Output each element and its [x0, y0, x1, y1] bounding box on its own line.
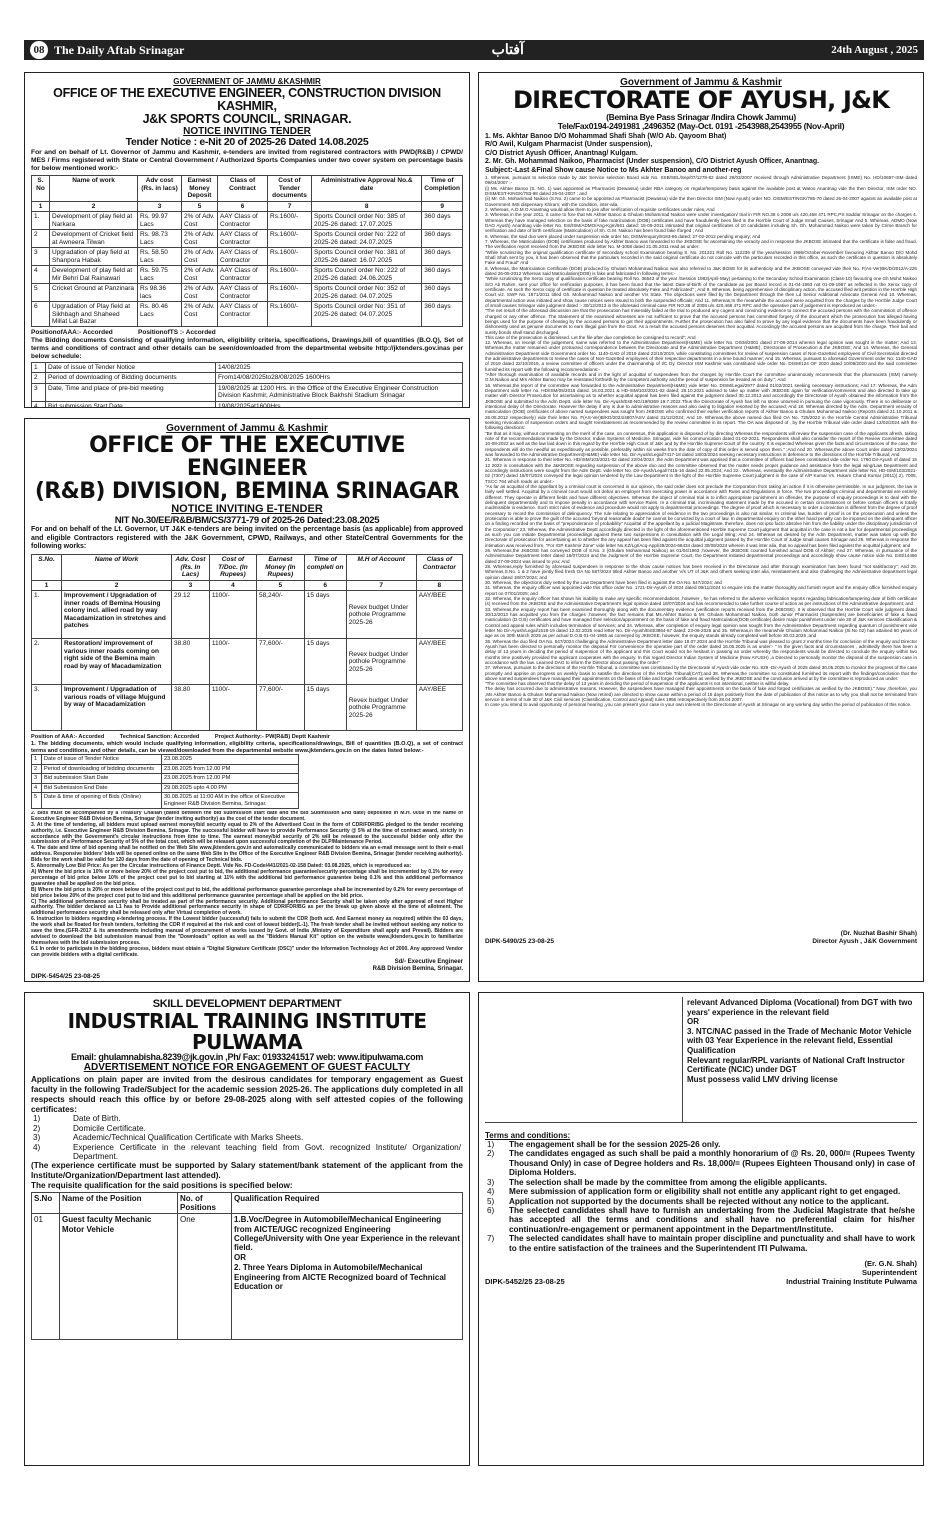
list-num: 4) [487, 1187, 495, 1197]
table-cell: 360 days [422, 248, 463, 266]
ad5-qual-cell [683, 997, 917, 1123]
table-cell: Rs. 99.97 Lacs [138, 212, 182, 230]
table-cell: Period of downloading of bidding documents [42, 764, 162, 773]
schedule-row [32, 755, 299, 764]
table-cell: 77,600/- [256, 639, 304, 685]
col-header: Adv cost (Rs. in lacs) [138, 176, 182, 201]
table-cell: Rs.1600/- [268, 248, 312, 266]
ad5-terms-title: Terms and conditions: [485, 1131, 571, 1140]
table-row [32, 212, 463, 230]
table-cell: 1100/- [209, 639, 256, 685]
schedule-row [32, 793, 299, 809]
table-cell: Date of issue of Tender Notice [42, 755, 162, 764]
table-cell: 29.12 [172, 591, 210, 639]
list-item [485, 1234, 917, 1253]
table-cell: Cricket Ground at Panzinara [50, 284, 138, 302]
paper-logo: آفتاب [491, 42, 524, 58]
table-cell: 1 [32, 362, 46, 372]
table-cell: AAY Class of Contractor [218, 284, 268, 302]
ad2-footer [31, 973, 463, 980]
table-cell: 3. [32, 685, 62, 731]
ad2-sign1: Sd/- Executive Engineer [394, 958, 463, 965]
col-number: 5 [256, 580, 304, 590]
ad4-note: (The experience certificate must be supported by Salary statement/bank statement of the applicant from the Institute/Organization/Department last attended). [31, 1161, 463, 1181]
list-item [31, 1114, 463, 1123]
table-cell: 4 [32, 401, 46, 408]
table-cell: 3 [32, 248, 50, 266]
table-header-row [32, 555, 463, 580]
list-text: Academic/Technical Qualification Certificate with Marks Sheets. [73, 1133, 304, 1143]
table-cell: AAY/BEE [416, 591, 462, 639]
col-header: Adv. Cost (Rs. In Lacs) [172, 555, 210, 580]
table-cell: Date & time of opening of Bids (Online) [42, 793, 162, 809]
list-text: The selected candidates shall have to maintain proper discipline and punctuality and shall have to work to the entire satisfaction of the trainees and the Superintendent ITI Pulwama. [509, 1234, 915, 1253]
ad3-to: 1. Ms. Akhtar Banoo D/O Mohammad Shafi Shah (W/O Ab. Qayoom Bhat) R/O Awil, Kulgam Pharmacist (Under suspension), C/O District Ayush Officer, Anantnag/ Kulgam. 2. Mr. Gh. Mohammad Naikoo, Pharmacist (Under suspension), C/O District Ayush Officer, Anantnag. [485, 133, 820, 166]
table-cell: 15 days [304, 685, 346, 731]
table-cell: 4 [32, 783, 42, 792]
table-row [32, 230, 463, 248]
table-cell: 29.08.2025 upto 4.00 PM [162, 783, 299, 792]
table-cell: Rs.1600/- [268, 230, 312, 248]
schedule-row [32, 362, 463, 372]
table-cell: Revex budget Under pothole Programme 2025-26 [346, 639, 416, 685]
table-cell: Sports Council order No: 222 of 2025-26 dated: 24.06.2025 [312, 266, 422, 284]
table-row [32, 284, 463, 302]
table-cell: AAY/BEE [416, 639, 462, 685]
list-item [485, 1178, 917, 1187]
col-number: 7 [346, 580, 416, 590]
ad3-sub2: Tele/Fax0194-2491981 ,2496352 (May-Oct. 0191 -2543988,2543955 (Nov-April) [557, 121, 845, 132]
table-cell: Sports Council order No: 352 of 2025-26 dated: 04.07.2025 [312, 284, 422, 302]
ad-iti-pulwama-continued [478, 992, 924, 1466]
ad1-position: PositionofAAA:- Accorded PositionofTS :- Accorded [31, 329, 216, 337]
ad3-gov: Government of Jammu & Kashmir [620, 77, 782, 88]
table-cell: 14/08/2025 [216, 362, 463, 372]
list-num: 1) [487, 1140, 495, 1149]
table-cell: Rs.1600/- [268, 266, 312, 284]
ad4-req: The requisite qualification for the said positions is specified below: [31, 1181, 293, 1191]
schedule-row [32, 373, 463, 383]
table-cell: 38.80 [172, 639, 210, 685]
ad4-intro: Applications on plain paper are invited from the desirous candidates for temporary engagement as Guest faculty in the following Trade/Subject for the academic session 2025-26. The applications duly completed in all respects should reach this office by or before 29-08-2025 along with self attested copies of the following certificates: [31, 1074, 463, 1114]
table-cell: 1. [32, 212, 50, 230]
col-number: 1 [32, 580, 62, 590]
ad5-qual-block [485, 997, 917, 1123]
table-cell: 1100/- [209, 591, 256, 639]
ad2-ref: DIPK-5454/25 23-08-25 [31, 973, 101, 981]
list-num: 2) [487, 1149, 495, 1159]
schedule-row [32, 401, 463, 408]
table-cell: 23.08.2025 [162, 755, 299, 764]
table-cell: Rs. 80.46 Lacs [138, 302, 182, 327]
ad3-subject: Subject:-Last &Final Show cause Notice to Ms Akhter Banoo and another-reg [485, 166, 742, 174]
col-number: 3 [172, 580, 210, 590]
table-cell: 360 days [422, 266, 463, 284]
list-num: 6) [487, 1205, 495, 1215]
table-cell: 23.08.2025 from 12.00 PM [162, 774, 299, 783]
ad2-bidding: 1. The bidding documents, which would include qualifying information, eligibility criteria, specifications/drawings, Bill of quantities (B.O.Q), a set of contract terms and conditions, and other details, can be viewed/downloaded from the departmental website www.jktenders.gov.in on the dates listed below:- [31, 741, 463, 754]
qual-line: 1.B.Voc/Degree in Automobile/Mechanical Engineering from AICTE/UGC recognized Engineering College/University with One year Experience in the relevant field. [234, 1215, 460, 1252]
table-cell: 15 days [304, 591, 346, 639]
ad2-notice: NOTICE INVITING E-TENDER [171, 503, 323, 516]
table-cell: 4 [32, 266, 50, 284]
list-text: The engagement shall be for the session 2025-26 only. [509, 1140, 721, 1149]
table-cell: Rs.1600/- [268, 302, 312, 327]
ad1-notice: NOTICE INVITING TENDER [183, 126, 311, 138]
col-number: 6 [304, 580, 346, 590]
col-header: S.No. [32, 555, 62, 580]
table-cell: AAY Class of Contractor [218, 266, 268, 284]
paper-name: The Daily Aftab Srinagar [54, 42, 185, 57]
ad1-tender: Tender Notice : e-Nit 20 of 2025-26 Dated 14.08.2025 [125, 136, 369, 149]
table-cell: From14/08/2025to28/08/2025 1600Hrs [216, 373, 463, 383]
col-header: No. of Positions [178, 1193, 232, 1214]
table-cell: 2% of Adv. Cost [182, 248, 218, 266]
ad3-body: 1. Whereas, pursuant to selection made by J&K Service selection Board vide No. SSB/SEL/Sep/07/1278-82 dated 29/03/2007 received through Administrative Department (ISME) No. HD/10697-ISM dated 09/04/2007 :- (i) Ms. Akhter Banoo (S. NO. 1) was appointed as Pharmacist (Dewassa) under RBA category on regular/temporary basis against the available post at Watoo Anantnag vide the then Director, ISM order NO. DISM/EST-KINGK/783-98 dated 26-04-2007 ; and (ii) Mr. Gh. Mohammad Naikoo (S.No. 2) came to be appointed as Pharmacist (Dewassa) vide the then Director ISM (Now Ayush) order NO. DISM/EST/NGK/785-70 dated 26-04-2007 against an available post at Government IMS dispensary Khiram; with the condition, inter-alia, 2. Whereas, A.D.M.O Anantnag would allow them to join after verification of requisite certificates under rules, And 3. Whereas in the year 2011, it came to fore that Ms Akhter Banoo & Ghulam Mohammad Naikoo were under investigation/ trial in FIR NO.38 o 2008 u/s 420,468 471 RPC,PS Saddar Srinagar on the charges 4. Whereas they have managed selection on the basis of fake matriculation (DOB) certificates and have fraudulently been filed in the Hon'ble Court of Judge Small Causes, Srinagar And 5. Whereas, ADMO (Now DAO Ayush) Anantnag vide letter No. Est/ISM/ADMO/Ang-Kgm/561 dated: 15-09-2011 intimated that original certificates of 10 candidates including Sh. Gh. Mohammad Naikoo were taken by Crime Branch for verification and date of birth certificate (Matriculation) of Sh. G.M. Naikoo has been found fake /forged ; And 6. Whereas, the said duo were placed under suspension vide order No; DISM/enquiry/8183-86 dated; 27-02-2012 pending enquiry; And 7. Whereas, the Matriculation (DOB) certificates produced by Akhter Banoo was forwarded to the JKBOSE for ascertaining the veracity and in response the JKBOSE intimated that the certificate is false and fraud. The verification report received from the JKBOSE vide letter No. M-1058 dated 21.05.2011 read as under: "While scrutinizing the original qualification certificate of secondary school Examination bearing S. No. 201321 Roll No. 112236 of the year/session 1986/October-November favouring Akhtar Banoo D/O Mohd Shafi Shah sent by you, it has been observed that the particulars recorded in the said original certificate do not coincide with the particulars recorded in this office, as such the certificate in question is absolutely Fake and Fraud" And 8. Whereas, the Matriculation Certificate (DOB) produced by Ghulam Mohammad Naikoo was also referred to J&K BOSE for its authenticity and the JKBOSE conveyed vide their No. F(As-Ver)BK/D/2012/A-226 dated 26-05-2012 Whereas said Matriculation(DOB) is fake and fabricated in following terms:- "While scrutinizing the Xerox copy of qualification certificate bearing Roll No. 36543 of the year /Session 1983(April-May) pertaining to the Secondary School Examination (Class-10) favouring one Gh Mohd Naikoo S/O Ab Rahim, sent your office for verification purposes, it has been found that the latest Date-of-Birth of the candidate as per Board record is 01-04-1963 not 01-09-1967 as reflected in the Xerox copy of certificate. As such the Xerox copy of certificate in question be treated absolutely Fake and Fabricated" ; And 9. Whereas, being apprehensive of disciplinary action, the accused filed writ petition in the Hon'ble High Court viz. SWP No. 1971/2011 titled Gh. Mohammad Naikoo and another V/s State. The objections were filed by the Department through the then Ld Senior Additional Advocate General And 10. Whereas, departmental action was initiated and show cause notices were issued to both the suspended officials; And 11. Whereas,In the meanwhile the accused were acquitted from the charges by the Hon'ble Judge Court of small causes Srinagar vide judgment dated :- 30/12/2013 in the aforesaid criminal case FIR NO.38 of 2008 u/s 420,468 471 RPC and the operative part of judgement is reproduced as under:- "The net result of the aforesaid discussion are that the prosecution has miserably failed at the trial to produced any cogent and convincing evidence to connect the accused persons with the commission of offence charged or any other offence. The Statement of the examined witnesses are not sufficient to prove that the accused persons has committed forgery of the document which the prosecution has alleged having beings used for the purpose of cheating by the accused persons to get their appointments. Further the prosecution has also failed to prove by any legal evidence that the documents have been fraudulently or dishonestly used as genuine documents to earn illegal gain from the Govt. As a result the accused persons deserves their acquittal. Accordingly the accused persons are acquitted from the charge. Their bail and surety bonds shall stand discharged. This case of the prosecution is dismissed. Let the file after due completion be consigned to record"; And 12. Whereas, on receipt of the judgement, same was referred to the Administrative Department(H&ME) vide letter No. DISM/2001 dated 27-06-2014 wherein legal opinion was sought in the matter; And 13. Whereas,the matter remained under protracted correspondence between the Directorate and the Administrative Department (H&ME), Directorate of Prosecution & the JKBOSE; And 14. Whereas, the General Administration Department vide Government order No. 1140-GAD of 2019 dated 22/10/2019, while constituting committees for review of suspension cases of Non-Gazetted employees of Civil Secretariat directed the administrative departments to review the cases of Non-Gazetted employees of their respective departments in a time bound manner; And 15. Whereas, pursuant to aforesaid Government order No. 1140-GAD of 2019 dated 22/10/2019, a review committee of officers under the chairmanship of I/C Dy. Director ISM Kashmir was constituted vide order No. DISM/124 OF 2020 dated 10/08/2020 and the said committee furnished its report with the following recommendations:- "After thorough examination of available records and in the light of acquittal of suspendees from the charges by Hon'ble Court the committee unanimously recommends that the pharmacists (ISM) namely G.M.Naikoo and Mrs Akhter Banoo may be reinstated forthwith by the competent authority and the period of suspension be treated as on duty."; And 16. Whereas,the report of the committee was forwarded to the Administrative Department(H&ME) vide letter No. DISM/Legal/2977 dated 01/02/2021 seeking necessary instructions; And 17. Whereas, the Adm Department vide letter no. HD/ISM/05/2018 dated. 16.03.2021 & HD-ISM/103/2021-02 dated; 28.10.2021 advised to take up matter with JKBOSE again for verification/comments and also directed to take up matter with Director Prosecution for ascertaining as to whether acquittal appeal has been filed against the judgment dated 30.12.2013 and accordingly the Directorate of Ayush obtained the information from the JKBOSE and submitted to the Adm Deptt. vide letter No. Dir-Ayush/Estt-NG/19/9369 19.7.2022.Thus the Directorate of Ayush has left no stone unturned in pursuing the case vigorously. There is no deliberate or intentional delay of the Directorate. However the delay if any is due to administrative reasons and also owing to litigation resorted by the accused; And 18. Whereas directed by the Adm. Department veracity of matriculation (DOB) certificates of above named suspendees was sought from JKBOSE who confirmed their earlier verification reports of Akhter Banoo & Ghulam Mohammad Naikoo (Reports dated 21.10.2011 & 26.05.2012 respectively) vide their letter No. F(AS-Ver)B/KD/2024/4807/ASV dated 31/12/2024; And 19. Whereas,the above named duo filed OA No. 725/2022 in the Hon'ble Central Administrative Tribunal seeking revocation of suspension orders and sought reinstatement as recommended by the review committee in its report. The OA was disposed of , by the Hon'ble Tribunal vide order dated 13/02/2024 with the following directions: "Be that as it may, without commenting on the merit of the case, on consensus, this application is disposed of by directing Whereas the respondents will review the suspension case of the applicants afresh, taking note of the recommendations made by the Director, Indian Systems of Medicine, Srinagar, vide his communication dated 01-02-2021. Respondents shall also consider the report of the Review Committee dated 10-08-2022 as well as the law laid down in this regard by the Hon'ble High Court of J&K and by the Hon'ble Supreme Court of the country. It is expected Whereas given the facts and circumstances of the case, the respondents will do the needful as expeditiously as possible, preferably within six weeks from the date of copy of this order is served upon them." ;And And 20. Whereas,the above Court order dated 13/02/2024 was forwarded to the Administrative Department(H&ME) vide letter No. Dir-Ayush/Legal/7417-18 dated 18/03/2024 seeking necessary instructions in deference to the directions of the Hon'ble Tribunal; And 21. Whereas in response to their letter No. HD/ISM/103/2021-02 dated 22/04/2024 ,the Adm Department was apprised that a committee of officers had been constituted vide order No. 1760 Dir-Ayush of dated 15 12 2022 in consultation with the J&KBOSE regarding suspension of the above duo and the committee observed that the matter needs proper guidance and assistance from the legal wing/Law Department and accordingly instructions were sought from the Adm Deptt. vide letter No. Dir-Ayush/Legal/7415-16 dated 22.05.2024; And 22 . Whereas, eventually the Administrative Department vide letter No. HD-ISM/103/2021-02 (7307) dated 18/07/2024 conveyed the legal opinion tendered by the Law Department in the light of the Hon'ble Supreme Court judgment in the case of A/P Kumar Vs. Hukam Chand Kumar (2011)( 2), 7005, TSCC 764 which reads as under:- "As far as acquittal of the appellant by a criminal court is concerned in our opinion, the said order does not preclude the Corporation from taking an action if it is otherwise permissible. In our judgment, the law is fairly well settled. Acquittal by a criminal court would not debar an employer from exercising power in accordance with Rules and Regulations in force. The two proceedings criminal and departmental are entirely different. They operate in different fields and have different objectives. Whereas the object of criminal trial is to inflict appropriate punishment on offender, the purpose of enquiry proceedings is to deal with the delinquent departmentally and to impose penalty in accordance with service Rules. In a criminal trial, incriminating statement made by the accused in certain circumstances or before certain officers is totally inadmissible in evidence. Such strict rules of evidence and procedure would not apply to departmental proceedings. The degree of proof which is necessary to order a conviction is different from the degree of proof necessary to record the commission of delinquency. The rule relating to appreciation of evidence in the two proceedings is also not similar. In criminal law, burden of proof is on the prosecution and unless the prosecution is able to prove the guilt of the accused 'beyond reasonable doubt' he cannot be convicted by a court of law. In departmental enquiry on the other hand penalty can be imposed on the delinquent officer on a finding recorded on the basis of "preponderance of probability" Acquittal of the appellant by a judicial Magistrate, therefore, does not ipso facto absolve him from the liability under the disciplinary jurisdiction of the Corporation" 23. Whereas, the Administrative Deptt accordingly directed in the light of the aforementioned Hon'ble Supreme Court judgment that acquittal in the case is not a bar for departmental proceedings as such you can initiate Departmental proceedings against these two suspensions in consultation with the Legal Wing; And 24. Whereas as desired by the Adm Department, matter was taken up with the Directorate of prosecution for ascertaining as to whether the any appeal has been filed against the acquittal judgment passed by the Hon'ble Court of Judge small causes Srinagar and 25. Whereas in response the intimation was received from, "For IGP Kashmir Zone" vide letter No.KZ/LgI/Acq-Appl/49/2024-68434 dated 30/09/2024 wherein it was inter alia, that no appeal has been filed against the acquittal judgment; and 26. Whereas,the JKBOSE has conveyed DOB of S.No. 2 (Ghulam Mohammad Naikoo) as 01/04/1963 ,however, the JKBOSE counted furnished actual DOB of Akhter; And 27. Whereas, in pursuance of the Administrative Department letter dated 18/07/2024 and the Judgment of the Hon'ble Supreme Court, the Department initiated departmental proceedings and accordingly show cause notice vide No. Estt/14456 dated 27-09-2024 was issued to you; And 28. Whereas,reply furnished by aforesaid suspendees in response to the show cause notices has been received in the Directorate and after thorough examination has been found "not satisfactory"; And 29. Whereas,S.No. 1 & 2 have jointly filed fresh OA No 587/2024 titled Akhter Banoo and another V/s UT of J&K and others seeking inter alia, reinstatement and also challenging the Administrative department legal opinion dated 18/07/2024; and 30. Whereas, the objections duly vetted by the Law Department have been filed in against the OA No. 547/2024; and 31. Whereas, the enquiry officer was appointed vide this office order No. 1721-Dir-Ayush of 2024 dated 09/11/2024 to enquire into the matter thoroughly and furnish report and the enquiry office furnished enquiry report on 07/01/2025; and 32. Whereas, the enquiry officer has shown his inability to make any specific recommendations ,however , he has referred to the adverse verification reports regarding fabrication/tampering date of birth certificate (s) received from the JKBOSE and the Administrative Department's legal opinion dated 18/07/2024 and has recommended to take further course of action as per instructions of the Administrative department; and 33. Whereas,the enquiry report has been examined thoroughly along with the documentary evidence (verification reports received from the JKBOSE). It is observed that the Hon'ble Court vide judgment dated 30/12/2013 has acquitted you from the charges ,however, the fact remains that Ms.Akhter Banoo & Mr. Ghulam Mohammad Naikoo, both Junior Pharmacist (Suspendes) are beneficiaries of fake & fraud matriculation (D.O.B) certificates and have managed their selection/appointment on the basis of fake and fraud Matriculation(DOB certificate) desire major punishment under rule 30 of J&K services Classification & Control and appeal rules which includes termination of services; and 34. Whereas, after completion of enquiry legal opinion was sought from the Administrative Department regarding quantum of punishment vide letter No Dir-Ayush/Legal/1518-19 dated 12.02.2025 read letter No. Dir-Ayush/Estt/3864-67 dated: 23-06-2025 and 35. Whereas,in the meanwhile Ghulam Mohammad Naikoo (Sl.No 02) has attained 60 years of age as on 30th March 2025 as per actual D.O.B 01-04-1965 as conveyed by JKBOSE, however, the enquiry stands already completed well before 30.03.2025 ;and 36. Whereas the duo filed OA No. 547/2024 challenging the Administrative Department letter date 18.07.2024 and the Hon'ble Tribunal was pleased to grant 2 months time for conclusion of the enquiry and Director Ayush has been directed to personally monitor the disposal For convenience the operative part of the order dated 16.05.2025 is as under:- " In the given facts and circumstances , admittedly there has been a delay of 13 years in deciding the period of suspension of the applicant and this Court would not be hesitant in passing an order whereby the respondents would be directed to conclude the enquiry within two months time positively provided the applicant cooperates with the enquiry. In this regard Director Indian System of Medicine (Now AYUSH) ,a Directed to personally monitor the disposal of the suspension case in accordance with the law. Learned DAG to inform the Director about passing the order" 37. Whereas, pursuant to the directions of the Hon'ble Tribunal, a committee was constituted by the Directorate of Ayush vide order No. 829 -Dir-Ayush of 2025 dated 30.05.2025 to monitor the progress of the case promptly and apprise on progress on weekly basis to satisfie the directions of the Hon'ble Tribunal(CAT);and 38. Whereas,the committee so constituted furnished its report with the findings/conclusion that the above named suspendees have managed their appointments on the basis of fake and forged certificates as verified by the JKBOSE and the conclusion arrived at by the committee is reproduced as under: "The committee has observed that the delay of 13 years in deciding the period of suspension of the applicants is not intentional, neither is willful delay. The delay has occurred due to administrative reasons. However, the suspendees have managed their appointments on the basis of fake and forged certificates as verified by the JKBOSE)." Now ,therefore, you ,Ms Akhter Banoo & Ghulam Mohammad Naikoo (Now retired) are directed to show cause within a period of 15 days positively from the date of publication of this notice as to why you shall not be terminated from service in terms of rule 30 of J&K Civil services (Classification, Control and Appeal) rules 1956 retrospectively from 28.04.2007. In case you intend to avail opportunity of personal hearing ,you can present your case in your own interest in the Directorate of Ayush at Srinagar on any working day within the period of publication of this notice. [485, 174, 917, 708]
list-num: 7) [487, 1234, 495, 1244]
table-cell: Sports Council order No: 222 of 2025-26 dated: 24.07.2025 [312, 230, 422, 248]
table-cell: Development of play field at Narkara [50, 212, 138, 230]
schedule-row [32, 383, 463, 401]
ad-sports-council-tender [24, 72, 470, 408]
table-row [32, 685, 463, 731]
ad3-sign1: (Dr. Nuzhat Bashir Shah) [840, 929, 917, 937]
schedule-row [32, 764, 299, 773]
col-number: 6 [218, 201, 268, 211]
ad1-schedule-table [31, 362, 463, 408]
ad4-cert-list [31, 1114, 463, 1161]
table-cell: Revex budget Under pothole Programme 2025-26 [346, 685, 416, 731]
ad4-contact: Email: ghulamnabisha.8239@jk.gov.in ,Ph/ Fax: 01933241517 web: www.itipulwama.com [70, 1051, 424, 1062]
table-header-row [32, 1193, 463, 1214]
table-cell: Rs 98.36 lacs [138, 284, 182, 302]
table-cell: 2% of Adv. Cost [182, 302, 218, 327]
ad2-schedule-table [31, 754, 299, 809]
table-cell: 3 [32, 774, 42, 783]
table-cell: 360 days [422, 302, 463, 327]
col-header: M.H of Account [346, 555, 416, 580]
list-item [485, 1149, 917, 1177]
table-cell: Sports Council order No: 381 of 2025-26 dated: 16.07.2025 [312, 248, 422, 266]
ad3-sign2: Director Ayush , J&K Government [812, 937, 917, 945]
table-cell: 2% of Adv. Cost [182, 230, 218, 248]
ad2-intro: For and on behalf of the Lt. Governor, UT J&K e-tenders are being invited on the percentage basis (as applicable) from approved and eligible Contractors registered with the J&K Government, CPWD, Railways, and other State/Central Governments for the following works: [31, 526, 463, 551]
col-header: Class of Contractor [416, 555, 462, 580]
qual-line: Must possess valid LMV driving license [687, 1074, 838, 1084]
list-text: Domicile Certificate. [73, 1123, 146, 1133]
ad-iti-pulwama-guest-faculty [24, 992, 470, 1466]
col-header: Name of the Position [60, 1193, 178, 1214]
qual-line: Relevant regular/RPL variants of National Craft Instructor Certificate (NCIC) under DGT [687, 1055, 905, 1075]
table-cell: 360 days [422, 284, 463, 302]
table-cell: 2 [32, 373, 46, 383]
col-header: Class of Contract [218, 176, 268, 201]
table-row [32, 266, 463, 284]
table-cell: 5 [32, 284, 50, 302]
ad4-positions-table [31, 1192, 463, 1340]
col-number: 8 [416, 580, 462, 590]
table-cell: Development of play field at Mir Behri Dal Rainawari [50, 266, 138, 284]
table-cell: Restoration/ improvement of various inner roads coming on right side of the Bemina main road by way of Macadamization [62, 639, 172, 685]
table-row [32, 248, 463, 266]
col-number: 8 [312, 201, 422, 211]
ad-rnb-bemina-etender [24, 418, 470, 982]
ad3-sub1: (Bemina Bye Pass Srinagar /Indira Chowk Jammu) [606, 112, 796, 123]
table-cell: One [178, 1214, 232, 1340]
table-cell: 1100/- [209, 685, 256, 731]
list-num: 2) [33, 1123, 41, 1133]
ad-directorate-ayush-notice [478, 72, 924, 982]
qual-or: OR [234, 1253, 246, 1263]
col-header: Cost of T/Doc. (In Rupees) [209, 555, 256, 580]
table-cell: 2 [32, 230, 50, 248]
ad1-title2: J&K SPORTS COUNCIL, SRINAGAR. [142, 112, 352, 127]
qualification-cell [232, 1214, 463, 1340]
col-number: 7 [268, 201, 312, 211]
list-text: The selection shall be made by the committee from among the eligible applicants. [509, 1177, 828, 1187]
list-text: Application not supported by the documents shall be rejected without any notice to the applicant. [509, 1196, 889, 1206]
col-header: Earnest Money (In Rupees) [256, 555, 304, 580]
table-row [32, 639, 463, 685]
ad3-footer [485, 938, 917, 945]
table-cell: Period of downloading of Bidding documents [46, 373, 216, 383]
table-row [32, 591, 463, 639]
table-cell: Rs. 58.50 Lacs [138, 248, 182, 266]
ad3-title: DIRECTORATE OF AYUSH, J&K [512, 86, 890, 114]
qual-line: 3. NTC/NAC passed in the Trade of Mechanic Motor Vehicle with 03 Year Experience in the relevant field, Essential Qualification [687, 1026, 912, 1055]
table-cell: AAY/BEE [416, 685, 462, 731]
ad3-ref: DIPK-5490/25 23-08-25 [485, 937, 555, 945]
ad2-position: Position of AAA:- Accorded Technical Sanction: Accorded Project Authority:- PW(R&B) Deptt Kashmir [31, 734, 330, 741]
table-cell: Rs. 59.75 Lacs [138, 266, 182, 284]
table-cell: 19/08/2025 at 1200 Hrs. in the Office of the Executive Engineer Construction Division Kashmir, Administrative Block Bakhshi Stadium Srinagar [216, 383, 463, 401]
table-cell: 15 days [304, 639, 346, 685]
ad1-bidding: The Bidding documents Consisting of qualifying information, eligibility criteria, specifications, Drawings,bill of quantities (B.O.Q), Set of terms and conditions of contract and other details can be seen/downloaded from the departmental website http://jktenders.gov.inas per below schedule: [31, 337, 463, 360]
ad1-gov: GOVERNMENT OF JAMMU &KASHMIR [173, 77, 321, 86]
table-header-row [32, 176, 463, 201]
table-cell: Improvement / Upgradation of inner roads of Bemina Housing colony incl. allied road by way Macadamization in stretches and patches [62, 591, 172, 639]
table-row [32, 1214, 463, 1340]
ad2-gov: Government of Jammu & Kashmir [166, 423, 328, 434]
col-number: 5 [182, 201, 218, 211]
list-num: 4) [33, 1142, 41, 1152]
table-cell: Guest faculty Mechanic Motor Vehicle [60, 1214, 178, 1340]
qual-line: 2. Three Years Diploma in Automobile/Mechanical Engineering from AICTE Recognized board of Technical Education or [234, 1263, 447, 1291]
ad5-sign2: Superintendent [861, 1268, 917, 1278]
table-colnum-row [32, 580, 463, 590]
list-num: 3) [487, 1177, 495, 1187]
table-cell: 2% of Adv. Cost [182, 284, 218, 302]
table-cell: Rs.1600/- [268, 284, 312, 302]
ad5-blank-cols [485, 997, 683, 1123]
table-cell: 38.80 [172, 685, 210, 731]
table-cell: AAY Class of Contractor [218, 212, 268, 230]
table-colnum-row [32, 201, 463, 211]
table-cell: Bid Submission End Date [42, 783, 162, 792]
schedule-row [32, 783, 299, 792]
col-header: Administrative Approval No.& date [312, 176, 422, 201]
qual-line: relevant Advanced Diploma (Vocational) from DGT with two years' experience in the relevant field [687, 998, 913, 1017]
list-text: The candidates engaged as such shall be paid a monthly honorarium of @ Rs. 20, 000/= (Rupees Twenty Thousand Only) in case of Degree holders and Rs. 18,000/= (Rupees Eighteen Thousand only) in case of Diploma Holders. [509, 1149, 915, 1178]
table-cell: 2% of Adv. Cost [182, 212, 218, 230]
list-text: Experience Certificate in the relevant teaching field from Govt. recognized Institute/ Organization/ Department. [73, 1142, 461, 1162]
list-num: 1) [33, 1114, 41, 1124]
ad1-intro: For and on behalf of Lt. Governor of Jammu and Kashmir, e-tenders are invited from registered contractors with PWD(R&B) / CPWD/ MES / Firms registered with State or Central Government / Authorized Sports Companies under two cover system on percentage basis for below mentioned work:- [31, 149, 463, 173]
table-cell: Improvement / Upgradation of various roads of village Mujgund by way of Macadamization [62, 685, 172, 731]
col-header: S.No [32, 1193, 60, 1214]
table-row [32, 302, 463, 327]
table-cell: Upgradation of Play field at Sikhbagh and Shaheed Millat Lal Bazar [50, 302, 138, 327]
table-cell: Bid submission Start Date [42, 774, 162, 783]
col-number: 9 [422, 201, 463, 211]
table-cell: 30.08.2025 at 11:00 AM in the office of Executive Engineer R&B Division Bemina, Srinagar. [162, 793, 299, 809]
ad4-notice: ADVERTISEMENT NOTICE FOR ENGAGEMENT OF GUEST FACULTY [83, 1061, 411, 1073]
col-number: 2 [62, 580, 172, 590]
col-header: Earnest Money Deposit [182, 176, 218, 201]
list-num: 3) [33, 1133, 41, 1143]
list-item [485, 1140, 917, 1149]
table-cell: 01 [32, 1214, 60, 1340]
table-cell: AAY Class of Contractor [218, 302, 268, 327]
ad4-dept: SKILL DEVELOPMENT DEPARTMENT [152, 998, 342, 1010]
table-cell: 1 [32, 755, 42, 764]
table-cell: 77,600/- [256, 685, 304, 731]
list-text: The selected candidates shall have to furnish an undertaking from the Judicial Magistrate that he/she has accepted all the terms and conditions and shall have no preferential claim for his/her continuation/re-engagement or permanent appointment in the Department/Institute. [509, 1205, 915, 1234]
list-item [31, 1143, 463, 1162]
masthead-left [30, 41, 184, 59]
list-item [485, 1197, 917, 1206]
table-cell: 3 [32, 383, 46, 401]
list-num: 5) [487, 1196, 495, 1206]
ad1-works-table [31, 175, 463, 327]
table-cell: 360 days [422, 230, 463, 248]
table-cell: AAY Class of Contractor [218, 230, 268, 248]
list-text: Mere submission of application form or eligibility shall not entitle any applicant right to get engaged. [509, 1187, 901, 1197]
ad5-footer [485, 1277, 917, 1286]
ad2-title2: (R&B) DIVISION, BEMINA SRINAGAR [34, 479, 460, 505]
table-cell: 19/08/2025at1600Hrs [216, 401, 463, 408]
ad2-title1: OFFICE OF THE EXECUTIVE ENGINEER [89, 433, 405, 482]
col-number: 1 [32, 201, 50, 211]
col-header: Time of completi on [304, 555, 346, 580]
table-cell: Rs.1600/- [268, 212, 312, 230]
col-header: Time of Completion [422, 176, 463, 201]
qual-or: OR [687, 1017, 699, 1027]
list-item [485, 1206, 917, 1234]
ad5-sign3: Industrial Training Institute Pulwama [786, 1277, 917, 1287]
col-header: Cost of Tender documents [268, 176, 312, 201]
ad2-sign2: R&B Division Bemina, Srinagar. [372, 966, 463, 973]
list-item [485, 1187, 917, 1196]
table-cell: Rs. 98.73 Lacs [138, 230, 182, 248]
table-cell: 23.08.2025 from 12.00 PM [162, 764, 299, 773]
ad5-ref: DIPK-5452/25 23-08-25 [485, 1277, 565, 1287]
table-cell: Bid submission Start Date [46, 401, 216, 408]
table-cell: Date of issue of Tender Notice [46, 362, 216, 372]
table-cell: AAY Class of Contractor [218, 248, 268, 266]
list-item [31, 1124, 463, 1133]
table-cell: Upgradation of play field at Shanpora Habak [50, 248, 138, 266]
masthead [24, 40, 924, 60]
ad2-works-table [31, 554, 463, 731]
list-item [31, 1133, 463, 1142]
page-number: 08 [30, 41, 48, 59]
col-header: S. No [32, 176, 50, 201]
table-cell: 1. [32, 591, 62, 639]
table-cell: Date, Time and place of pre-bid meeting [46, 383, 216, 401]
table-cell: Sports Council order No: 385 of 2025-26 dated: 17.07.2025 [312, 212, 422, 230]
ad5-sign1: (Er. G.N. Shah) [864, 1259, 917, 1269]
ad1-title1: OFFICE OF THE EXECUTIVE ENGINEER, CONSTRUCTION DIVISION KASHMIR, [53, 86, 441, 114]
ad2-nit: NIT No.30/EE/R&B/BM/CS/3771-79 of 2025-26 Dated:23.08.2025 [114, 515, 380, 527]
table-cell: Sports Council order No: 351 of 2025-26 dated: 04.07.2025 [312, 302, 422, 327]
ad4-title: INDUSTRIAL TRAINING INSTITUTE PULWAMA [67, 1008, 427, 1054]
issue-date: 24th August , 2025 [831, 44, 918, 56]
table-cell: 2 [32, 764, 42, 773]
table-cell: 58,240/- [256, 591, 304, 639]
table-cell: 2. [32, 639, 62, 685]
col-header: Qualification Required [232, 1193, 463, 1214]
table-cell: 360 days [422, 212, 463, 230]
col-header: Name of Work [62, 555, 172, 580]
schedule-row [32, 774, 299, 783]
ad5-terms-list [485, 1140, 917, 1253]
col-number: 2 [50, 201, 138, 211]
table-cell: Revex budget Under pothole Programme 2025-26 [346, 591, 416, 639]
table-cell: 6 [32, 302, 50, 327]
table-cell: 5 [32, 793, 42, 809]
col-header: Name of work [50, 176, 138, 201]
col-number: 4 [209, 580, 256, 590]
list-text: Date of Birth. [73, 1114, 121, 1124]
col-number: 3 [138, 201, 182, 211]
ad2-terms: 2. Bids must be accompanied by a Treasury Challan (dated between the bid submission start date and the Bid Submission End date) deposited in M.H. 0059 in the name of Executive Engineer R&B Division Bemina, Srinagar (tender inviting authority) as the cost of the tender document. 3. At the time of tendering, all bidders must upload earnest money/bid security equal to 2% of the Advertised Cost in the form of CDR/FDR/BG pledged to the tender receiving authority, i.e. Executive Engineer R&B Division Bemina, Srinagar. The successful bidder will have to provide Performance Security @ 5% at the time of contract award, strictly in accordance with the Government's circular instructions from time to time. The earnest money/bid security of 2% will be released to the successful bidder only after the submission of a Performance Security of 5% of the total cost, which will be released upon successful completion of the DLP/Maintenance Period. 4. The date and time of bid opening shall be notified on the Web Site www.jktenders.gov.in and automatically communicated to bidders via an e-mail message sent to their e-mail address. Responsive bidders' bids will be opened online on the same Web Site in the Office of the Executive Engineer R&B Division Bemina, Srinagar (tender receiving authority). Bids for the work shall be valid for 120 days from the date of opening of Technical bids. 5. Abnormally Low Bid Price: As per the Circular instructions of Finance Deptt. Vide No. FD-Code/441/2021-02-158 Dated: 03.08.2025, which is reproduced as: A) Where the bid price is 10% or more below 20% of the project cost put to bid, the additional performance guarantee/security percentage shall be incremented by 0.1% for every percentage of bid price below 10% of the project cost put to bid starting at 11% with the additional bid performance guarantee being 0.1% and this additional performance guarantee shall be applied on the bid price. B) Where the bid price is 20% or more below of the project cost put to bid, the additional performance guarantee percentage shall be incremented by 0.2% for every percentage of bid price below 20% of the project cost put to bid and this additional performance guarantee percentage shall be applied on the bid price. C) The additional performance security shall be treated as part of the performance security. Additional performance Security shall be taken only after approval of next Higher authority. The bidder declared as L1 has to Provide additional performance security in shape of CDR/FDR/BG as per the break up given above at the time of allotment. The additional performance security shall be released only after Virtual completion of work. 6. Instruction to bidders regarding e-tendering process. If the Lowest bidder (successful) fails to submit the CDR (both acd. And Earnest money as required) within the 03 days, the work shall be floated for fresh tenders, forfeiting the CDR if required at the risk and cost of lowest bidder(L-1). The fresh tender shall be invited without seeking any notice to save the time.(GFR-2017 & its amendments including manual of procurement of works issued by Govt. of India ,Ministry of Expenditure shall apply and Prevail). Bidders are advised to download the bid submission manual from the "Downloads" option as well as the "Bidders Manual Kit" option on the website www.jktenders.gov.in to familiarize themselves with the bid submission process. 6.1 In order to participate in the bidding process, bidders must obtain a "Digital Signature Certificate (DSC)" under the Information Technology Act of 2000. Any approved Vendor can provide bidders with a digital certificate. [31, 810, 463, 957]
table-cell: 2% of Adv. Cost [182, 266, 218, 284]
table-cell: Development of Cricket field at Awneera Tilwan [50, 230, 138, 248]
